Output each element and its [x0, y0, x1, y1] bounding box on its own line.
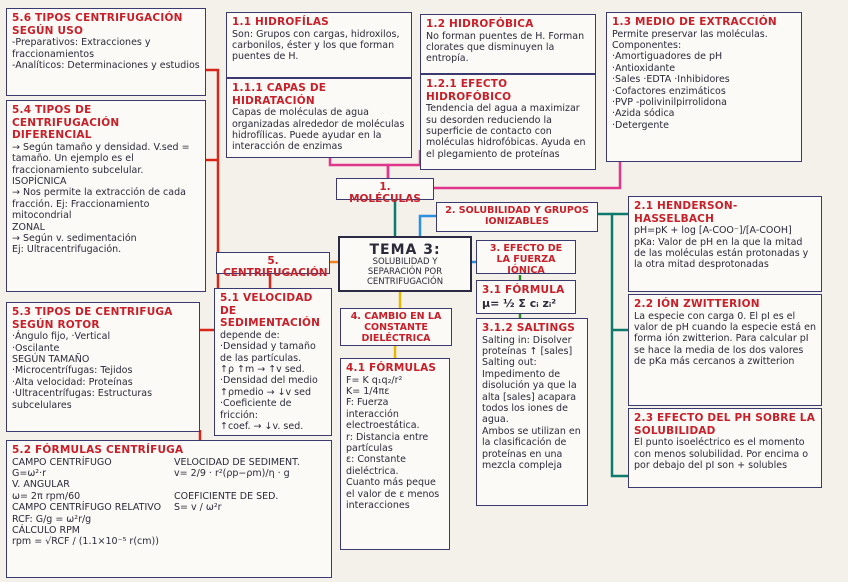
box-text: No forman puentes de H. Forman clorates que disminuyen la entropía.: [426, 30, 585, 65]
box-text: -Preparativos: Extracciones y fraccionamientos -Analíticos: Determinaciones y estudios: [12, 37, 200, 71]
box-title: 1.3 MEDIO DE EXTRACCIÓN: [612, 16, 777, 28]
box-title: 1.1 HIDROFÍLAS: [232, 16, 329, 28]
box-text: La especie con carga 0. El pI es el valor de pH cuando la especie está en forma ión zwitterion. Para calcular pI se hace la media de los dos valores de pKa más cercanos a zwitterion: [634, 310, 816, 368]
hub-solubilidad: 2. SOLUBILIDAD Y GRUPOS IONIZABLES: [436, 202, 598, 232]
box-efecto-hidrofobico: [420, 74, 596, 170]
box-henderson: [628, 196, 822, 292]
box-text: Capas de moléculas de agua organizadas alrededor de moléculas hidrofílicas. Puede ayudar en la interacción de enzimas: [232, 107, 405, 153]
box-title: 1.2 HIDROFÓBICA: [426, 18, 534, 30]
box-title: 5.6 TIPOS CENTRIFUGACIÓN SEGÚN USO: [12, 12, 183, 37]
box-text-col1: CAMPO CENTRÍFUGO G=ω²·r V. ANGULAR ω= 2π rpm/60 CAMPO CENTRÍFUGO RELATIVO RCF: G/g = ω²r/g CÁLCULO RPM rpm = √RCF / (1.1×10⁻⁵ r(cm)): [12, 456, 162, 548]
box-text: Salting in: Disolver proteínas ↑ [sales] Salting out: Impedimento de disolución ya que la alta [sales] acapara todos los iones de agua. Ambos se utilizan en la clasificación de proteínas en una mezcla compleja: [482, 334, 581, 471]
box-saltings: [476, 318, 588, 506]
box-text: Tendencia del agua a maximizar su desorden reduciendo la superficie de contacto con moléculas hidrofóbicas. Ayuda en el plegamiento de proteínas: [426, 103, 586, 160]
box-formulas-dielectrica: [340, 358, 450, 550]
box-capas-hidratacion: [226, 78, 412, 158]
box-title: 1.1.1 CAPAS DE HIDRATACIÓN: [232, 82, 327, 107]
box-text: Son: Grupos con cargas, hidroxilos, carbonilos, éster y los que forman puentes de H.: [232, 28, 400, 63]
box-text-col2: VELOCIDAD DE SEDIMENT. v= 2/9 · r²(ρp−ρm)/η · g COEFICIENTE DE SED. S= v / ω²r: [174, 456, 300, 514]
box-title: 5.1 VELOCIDAD DE SEDIMENTACIÓN: [220, 292, 321, 330]
box-title: 3.1 FÓRMULA: [482, 284, 565, 296]
box-hidrofilas: [226, 12, 412, 78]
hub-constante: 4. CAMBIO EN LA CONSTANTE DIELÉCTRICA: [340, 308, 452, 346]
center-title: TEMA 3:: [369, 242, 441, 258]
box-centrifugacion-uso: [6, 8, 206, 96]
box-text: Permite preservar las moléculas. Componentes: ·Amortiguadores de pH ·Antioxidante ·Sales ·EDTA ·Inhibidores ·Cofactores enzimáticos ·PVP -polivinilpirrolidona ·Azida sódica ·Detergente: [612, 28, 768, 131]
box-title: 3.1.2 SALTINGS: [482, 322, 576, 334]
box-text: F= K q₁q₂/r² K= 1/4πε F: Fuerza interacción electroestática. r: Distancia entre partículas ε: Constante dieléctrica. Cuanto más peque el valor de ε menos interacciones: [346, 374, 440, 511]
hub-fuerza-ionica: 3. EFECTO DE LA FUERZA IÓNICA: [476, 240, 576, 274]
box-hidrofobica: [420, 14, 596, 74]
connector-solubilidad-2x: [598, 214, 628, 476]
box-velocidad-sedimentacion: [214, 288, 332, 436]
box-formulas-centrifuga: [6, 440, 332, 578]
box-title: 5.2 FÓRMULAS CENTRÍFUGA: [12, 444, 184, 456]
box-title: 2.3 EFECTO DEL PH SOBRE LA SOLUBILIDAD: [634, 412, 816, 437]
box-medio-extraccion: [606, 12, 802, 162]
connector-center-solubilidad: [420, 216, 436, 236]
box-title: 2.2 IÓN ZWITTERION: [634, 298, 760, 310]
hub-centrifugacion: 5. CENTRIFUGACIÓN: [216, 252, 330, 274]
box-formula-ionica: [476, 280, 576, 314]
box-zwitterion: [628, 294, 822, 406]
connector-centrifugacion-tipos: [205, 70, 228, 262]
box-efecto-ph: [628, 408, 822, 488]
box-title: 1.2.1 EFECTO HIDROFÓBICO: [426, 78, 512, 103]
box-title: 4.1 FÓRMULAS: [346, 362, 437, 374]
box-title: 5.4 TIPOS DE CENTRIFUGACIÓN DIFERENCIAL: [12, 104, 120, 142]
box-centrifugacion-diferencial: [6, 100, 206, 292]
center-subtitle: SOLUBILIDAD Y SEPARACIÓN POR CENTRIFUGACIÓN: [366, 257, 444, 287]
box-text: ·Ángulo fijo, ·Vertical ·Oscilante SEGÚN TAMAÑO ·Microcentrífugas: Tejidos ·Alta velocidad: Proteínas ·Ultracentrífugas: Estructuras subcelulares: [12, 331, 153, 411]
box-title: 2.1 HENDERSON-HASSELBACH: [634, 200, 738, 225]
box-title: 5.3 TIPOS DE CENTRIFUGA SEGÚN ROTOR: [12, 306, 173, 331]
box-text: μ= ½ Σ cᵢ zᵢ²: [482, 296, 557, 310]
center-topic: [338, 236, 472, 292]
hub-moleculas: 1. MOLÉCULAS: [336, 178, 434, 200]
box-text: → Según tamaño y densidad. V.sed = tamaño. Un ejemplo es el fraccionamiento subcelular. ISOPÍCNICA → Nos permite la extracción de cada fracción. Ej: Fraccionamiento mitocondrial ZONAL → Según v. sedimentación Ej: Ultracentrifugación.: [12, 141, 190, 256]
box-text: depende de: ·Densidad y tamaño de las partículas. ↑ρ ↑m → ↑v sed. ·Densidad del medio ↑ρmedio → ↓v sed ·Coeficiente de fricción: ↑coef. → ↓v. sed.: [220, 329, 318, 432]
box-text: pH=pK + log [A-COO⁻]/[A-COOH] pKa: Valor de pH en la que la mitad de las moléculas están protonadas y la otra mitad desprotonadas: [634, 225, 809, 271]
box-text: El punto isoeléctrico es el momento con menos solubilidad. Por encima o por debajo del pI son + solubles: [634, 437, 809, 471]
box-centrifuga-rotor: [6, 302, 200, 432]
